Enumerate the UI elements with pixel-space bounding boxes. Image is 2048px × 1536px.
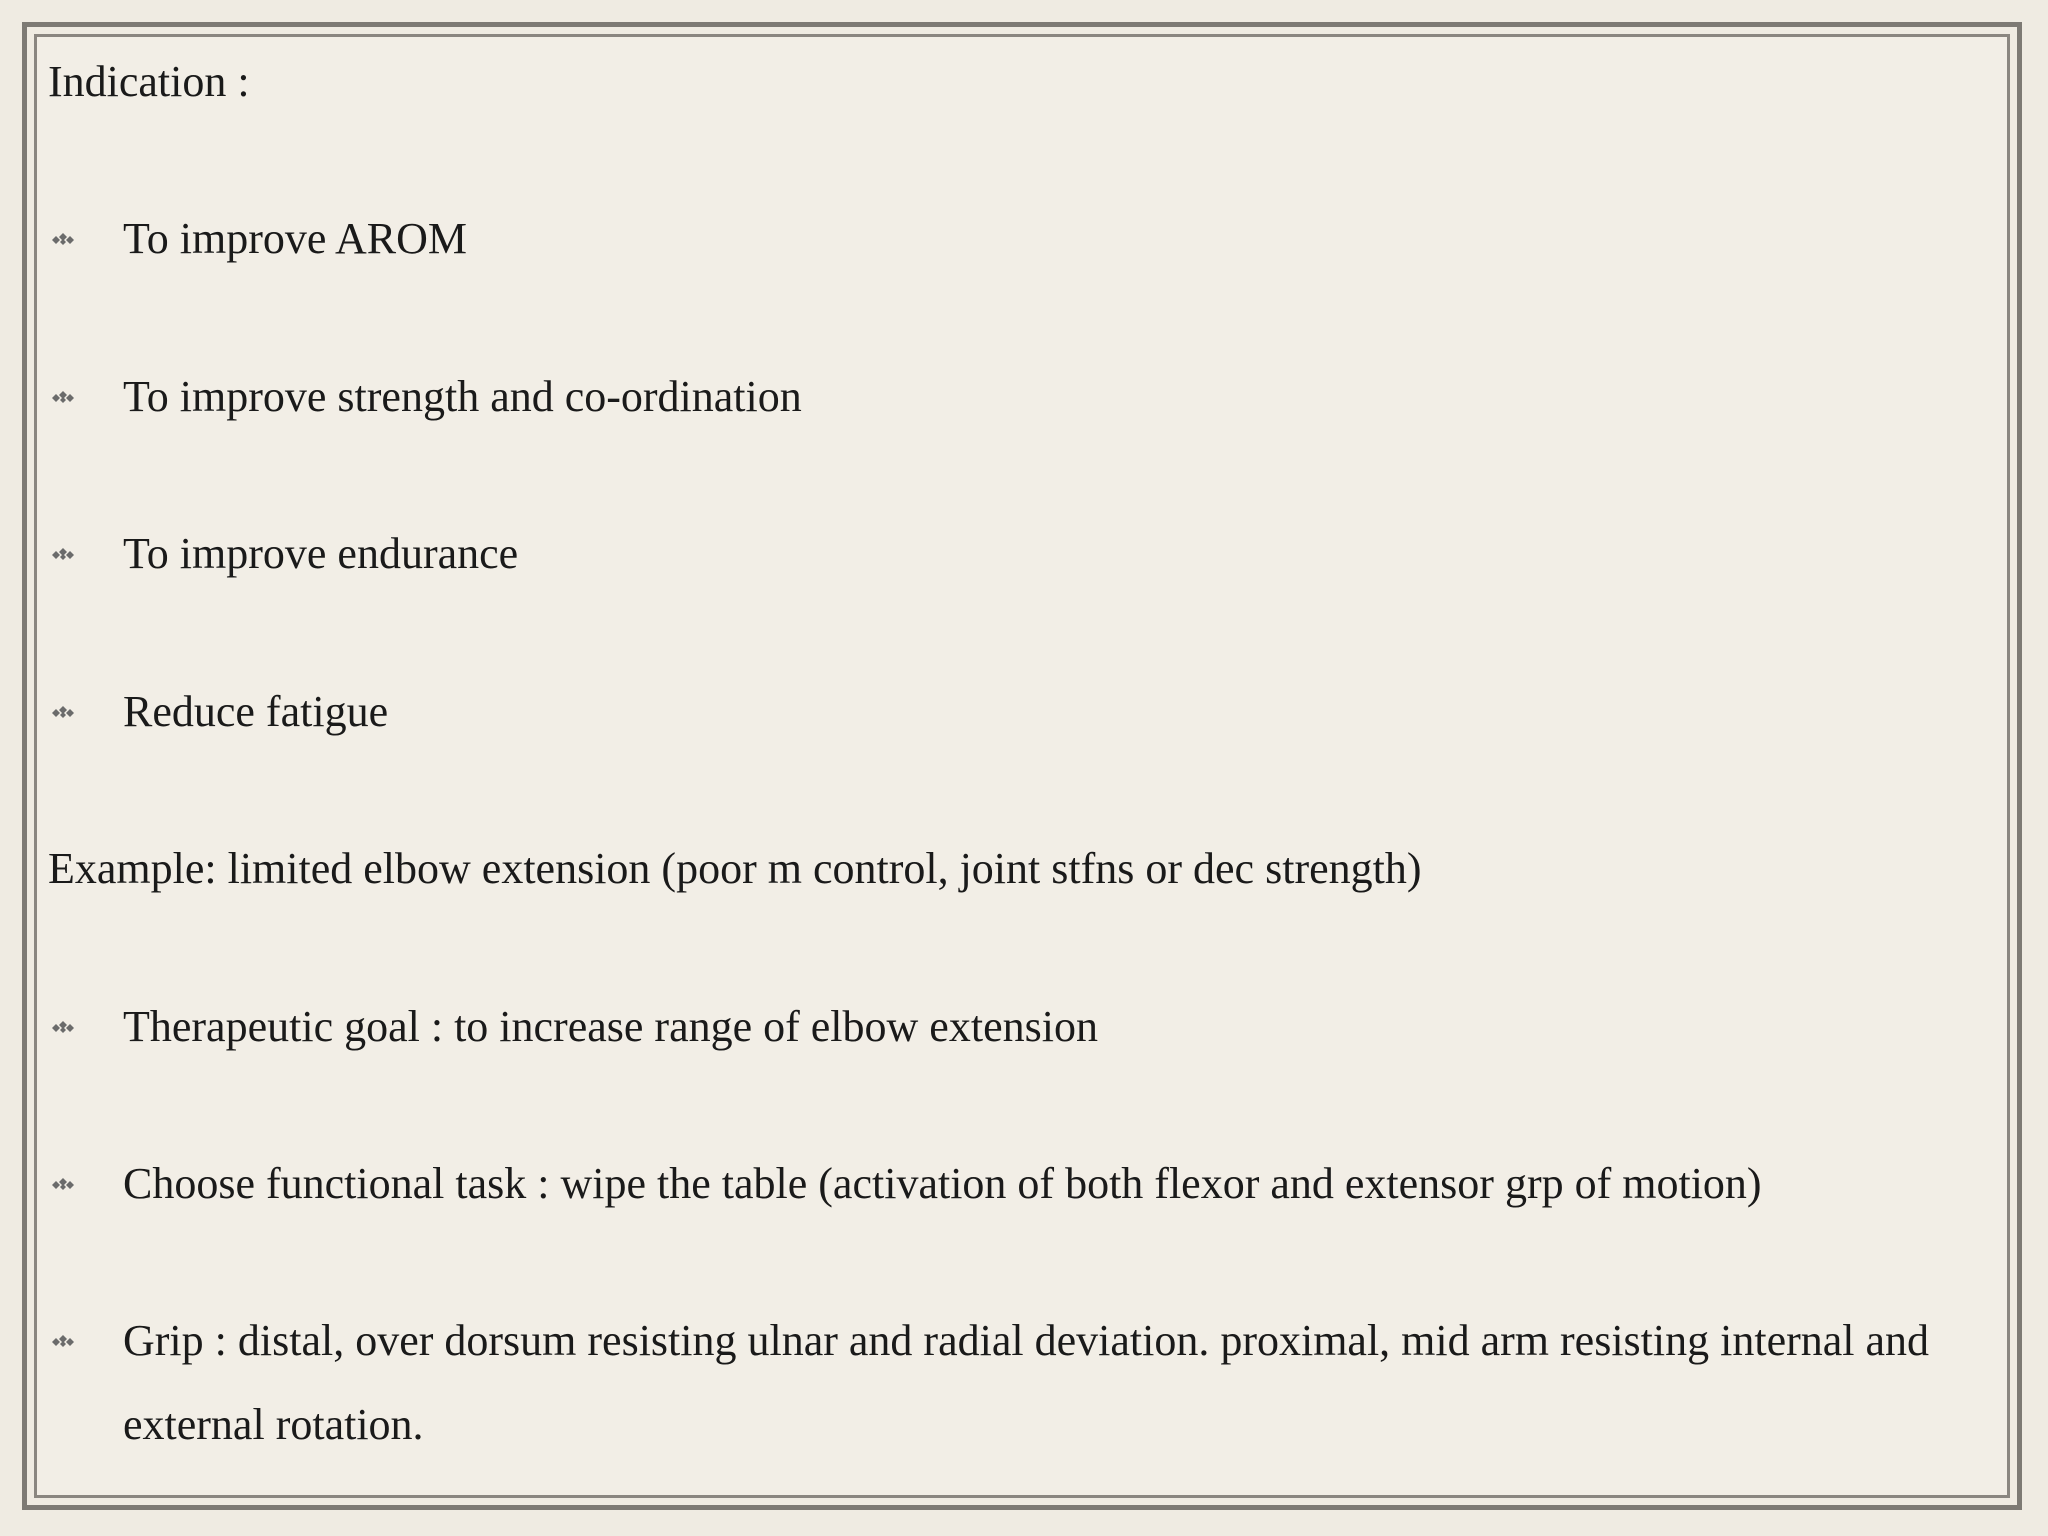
diamond-cluster-icon xyxy=(52,355,74,439)
bullet-text: Grip : distal, over dorsum resisting ulnar and radial deviation. proximal, mid arm resisting internal and external rotation. xyxy=(123,1316,1930,1449)
diamond-cluster-icon xyxy=(52,985,74,1069)
bullet-text: Reduce fatigue xyxy=(123,687,389,736)
example-line: Example: limited elbow extension (poor m control, joint stfns or dec strength) xyxy=(48,844,1422,893)
diamond-cluster-icon xyxy=(52,1299,74,1383)
bullet-text: To improve AROM xyxy=(123,214,468,263)
diamond-cluster-icon xyxy=(52,512,74,596)
bullet-text: To improve strength and co-ordination xyxy=(123,372,802,421)
bullet-text: Choose functional task : wipe the table (activation of both flexor and extensor grp of motion) xyxy=(123,1159,1762,1208)
bullet-text: To improve endurance xyxy=(123,529,519,578)
indication-heading: Indication : xyxy=(48,57,250,106)
diamond-cluster-icon xyxy=(52,197,74,281)
diamond-cluster-icon xyxy=(52,1142,74,1226)
diamond-cluster-icon xyxy=(52,670,74,754)
bullet-text: Therapeutic goal : to increase range of elbow extension xyxy=(123,1002,1098,1051)
